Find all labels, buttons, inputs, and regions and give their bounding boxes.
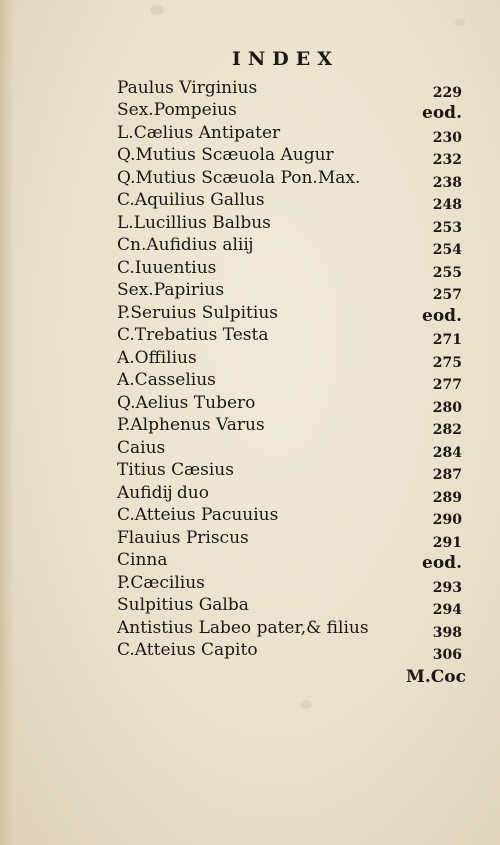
index-entry	[0, 639, 500, 662]
entry-page-number: 398	[432, 624, 462, 641]
entry-page-number: eod.	[422, 103, 462, 124]
index-entry	[0, 234, 500, 257]
index-entry	[0, 549, 500, 572]
index-entry	[0, 414, 500, 437]
index-entry	[0, 212, 500, 235]
index-entry	[0, 459, 500, 482]
index-entry	[0, 572, 500, 595]
entry-page-number: 254	[432, 242, 462, 259]
entry-page-number: 229	[432, 85, 462, 101]
index-entry	[0, 122, 500, 145]
entry-name: P.Seruius Sulpitius	[117, 302, 278, 323]
entry-name: Sulpitius Galba	[117, 595, 249, 616]
entry-name: C.Iuuentius	[117, 257, 217, 278]
entry-name: L.Cælius Antipater	[117, 122, 281, 143]
index-entry	[0, 594, 500, 617]
index-entry	[0, 99, 500, 122]
entry-name: Caius	[117, 437, 166, 458]
entry-page-number: 257	[432, 287, 462, 304]
entry-name: L.Lucillius Balbus	[117, 212, 271, 233]
entry-name: C.Trebatius Testa	[117, 325, 269, 346]
index-entry	[0, 504, 500, 527]
entry-name: Sex.Pompeius	[117, 100, 237, 121]
index-entry	[0, 324, 500, 347]
index-entry	[0, 617, 500, 640]
entry-page-number: 238	[432, 174, 462, 191]
index-entry	[0, 77, 500, 100]
index-entry	[0, 527, 500, 550]
entry-name: Sex.Papirius	[117, 280, 225, 301]
index-heading: INDEX	[232, 48, 339, 70]
entry-page-number: 293	[432, 579, 462, 596]
entry-name: Aufidĳ duo	[117, 482, 209, 503]
index-entry	[0, 437, 500, 460]
catchword: M.Coc	[406, 667, 466, 687]
entry-page-number: 275	[432, 354, 462, 371]
entry-page-number: 287	[432, 467, 462, 484]
entry-name: C.Atteius Pacuuius	[117, 505, 279, 526]
entry-name: A.Casselius	[117, 370, 216, 391]
entry-name: Q.Mutius Scæuola Pon.Max.	[117, 167, 361, 188]
entry-page-number: 306	[432, 647, 462, 663]
index-entry	[0, 144, 500, 167]
entry-name: Q.Mutius Scæuola Augur	[117, 145, 334, 166]
entry-name: Flauius Priscus	[117, 527, 249, 548]
index-entry	[0, 279, 500, 302]
index-entry	[0, 482, 500, 505]
entry-name: C.Atteius Capito	[117, 640, 258, 660]
entry-name: P.Alphenus Varus	[117, 415, 265, 436]
index-entry	[0, 302, 500, 325]
index-entry	[0, 347, 500, 370]
entry-name: C.Aquilius Gallus	[117, 190, 265, 211]
entry-page-number: 280	[432, 399, 462, 416]
entry-page-number: 271	[432, 332, 462, 349]
entry-name: Paulus Virginius	[117, 78, 258, 98]
entry-page-number: 290	[432, 512, 462, 529]
entry-name: A.Offilius	[117, 347, 197, 368]
entry-name: P.Cæcilius	[117, 572, 205, 593]
entry-page-number: 248	[432, 197, 462, 214]
entry-page-number: 255	[432, 264, 462, 281]
index-entry	[0, 369, 500, 392]
index-entry	[0, 167, 500, 190]
entry-page-number: 232	[432, 152, 462, 169]
index-entry	[0, 392, 500, 415]
index-entry	[0, 189, 500, 212]
entry-page-number: 253	[432, 219, 462, 236]
entry-name: Titius Cæsius	[117, 460, 234, 481]
index-entry	[0, 257, 500, 280]
entry-page-number: 291	[432, 534, 462, 551]
entry-name: Antistius Labeo pater,& filius	[117, 617, 369, 638]
entry-name: Cn.Aufidius aliĳ	[117, 235, 253, 256]
entry-page-number: 277	[432, 377, 462, 394]
entry-page-number: eod.	[422, 305, 462, 326]
entry-page-number: 284	[432, 444, 462, 461]
entry-name: Q.Aelius Tubero	[117, 392, 256, 413]
entry-page-number: 289	[432, 489, 462, 506]
entry-page-number: eod.	[422, 553, 462, 574]
entry-page-number: 294	[432, 602, 462, 619]
entry-page-number: 282	[432, 422, 462, 439]
entry-name: Cinna	[117, 550, 168, 571]
entry-page-number: 230	[432, 129, 462, 146]
